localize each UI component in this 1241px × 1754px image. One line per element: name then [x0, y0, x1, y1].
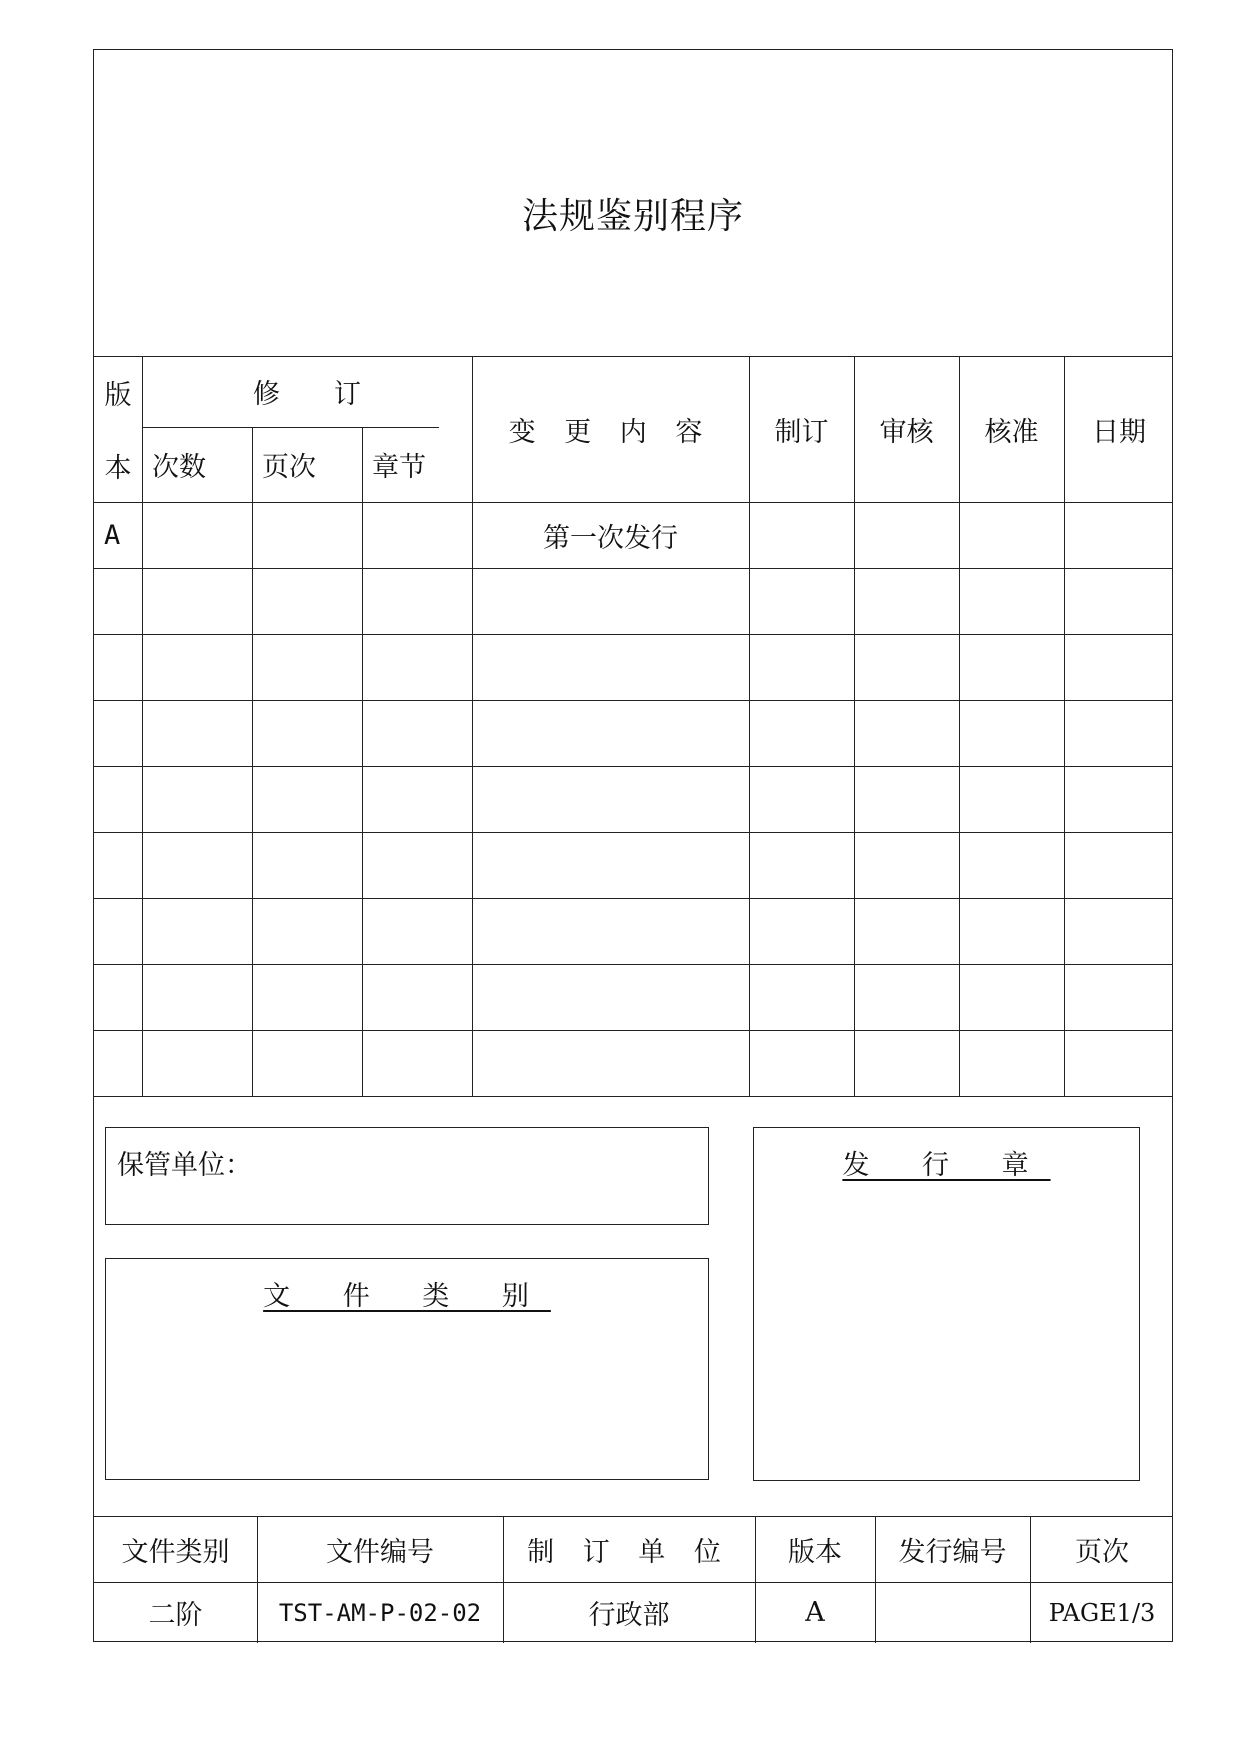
- footer-header-issue-number: 发行编号: [898, 1536, 1007, 1568]
- footer-value-version: A: [805, 1597, 825, 1628]
- footer-value-doc-number: TST-AM-P-02-02: [278, 1598, 482, 1627]
- footer-value-issue-number: [875, 1582, 1030, 1643]
- footer-value-issuing-unit: 行政部: [588, 1600, 670, 1631]
- footer-header-page: 页次: [1075, 1536, 1129, 1568]
- document-frame: [93, 49, 1173, 1642]
- header-reviewed: 审核: [879, 416, 934, 448]
- header-page: 页次: [262, 452, 316, 483]
- header-change-content: 变 更 内 容: [508, 416, 713, 448]
- rule-row-3: [94, 634, 1172, 635]
- footer-value-category: 二阶: [148, 1600, 203, 1631]
- footer-header-issuing-unit: 制 订 单 位: [527, 1536, 731, 1568]
- row-1-change: 第一次发行: [543, 522, 678, 554]
- header-prepared: 制订: [774, 416, 829, 448]
- footer-header-doc-number: 文件编号: [326, 1536, 434, 1568]
- issue-stamp-box: [753, 1127, 1140, 1481]
- header-count: 次数: [152, 452, 206, 483]
- rule-row-9: [94, 1030, 1172, 1031]
- rule-row-6: [94, 832, 1172, 833]
- header-approved: 核准: [984, 416, 1039, 448]
- header-version-bottom: 本: [104, 453, 132, 484]
- header-chapter: 章节: [372, 452, 426, 483]
- custody-unit-box: [105, 1127, 709, 1225]
- document-category-box: [105, 1258, 709, 1480]
- footer-header-version: 版本: [788, 1536, 842, 1568]
- document-category-label: 文 件 类 别: [263, 1281, 551, 1312]
- custody-unit-label: 保管单位：: [117, 1150, 252, 1181]
- rule-row-8: [94, 964, 1172, 965]
- rule-row-2: [94, 568, 1172, 569]
- header-version-top: 版: [104, 380, 132, 411]
- header-date: 日期: [1092, 416, 1146, 448]
- footer-value-page: PAGE1/3: [1048, 1598, 1156, 1627]
- issue-stamp-label: 发 行 章: [842, 1150, 1051, 1181]
- col-rule-3: [362, 427, 363, 1096]
- rule-row-7: [94, 898, 1172, 899]
- row-1-version: A: [104, 519, 121, 551]
- rule-table-bottom: [94, 1096, 1172, 1097]
- rule-row-5: [94, 766, 1172, 767]
- document-title: 法规鉴别程序: [521, 196, 744, 237]
- rule-row-4: [94, 700, 1172, 701]
- footer-header-category: 文件类别: [121, 1536, 230, 1568]
- header-revision: 修 订: [253, 379, 361, 410]
- col-rule-2: [252, 427, 253, 1096]
